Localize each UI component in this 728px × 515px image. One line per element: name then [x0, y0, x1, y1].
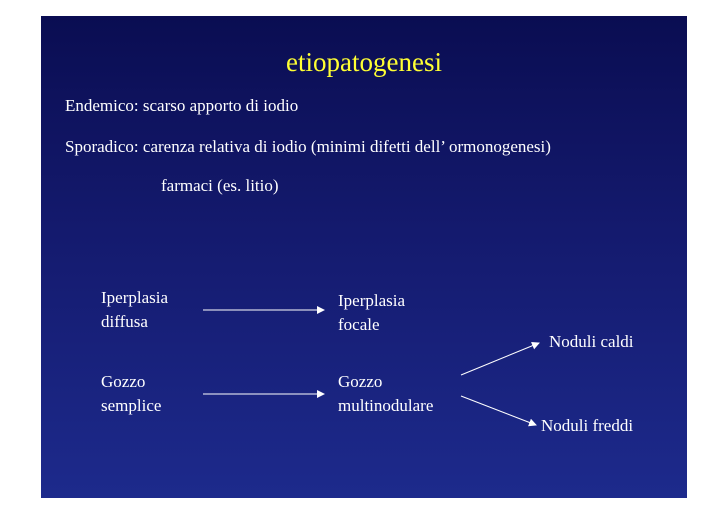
arrow-noduli-caldi [461, 343, 539, 375]
endemico-line: Endemico: scarso apporto di iodio [65, 96, 299, 115]
farmaci-line: farmaci (es. litio) [161, 176, 279, 195]
noduli-caldi-label: Noduli caldi [549, 332, 634, 351]
gozzo-semplice-line1: Gozzo [101, 372, 146, 391]
diagram-arrows [41, 16, 687, 498]
iperplasia-diffusa-line1: Iperplasia [101, 288, 169, 307]
slide [41, 16, 687, 498]
slide-title: etiopatogenesi [286, 47, 442, 77]
iperplasia-focale-line1: Iperplasia [338, 291, 406, 310]
iperplasia-diffusa-line2: diffusa [101, 312, 148, 331]
arrow-noduli-freddi [461, 396, 536, 425]
sporadico-line: Sporadico: carenza relativa di iodio (minimi difetti dell’ ormonogenesi) [65, 137, 551, 156]
iperplasia-focale-line2: focale [338, 315, 380, 334]
gozzo-multinodulare-line1: Gozzo [338, 372, 383, 391]
gozzo-multinodulare-line2: multinodulare [338, 396, 434, 415]
gozzo-semplice-line2: semplice [101, 396, 162, 415]
noduli-freddi-label: Noduli freddi [541, 416, 634, 435]
